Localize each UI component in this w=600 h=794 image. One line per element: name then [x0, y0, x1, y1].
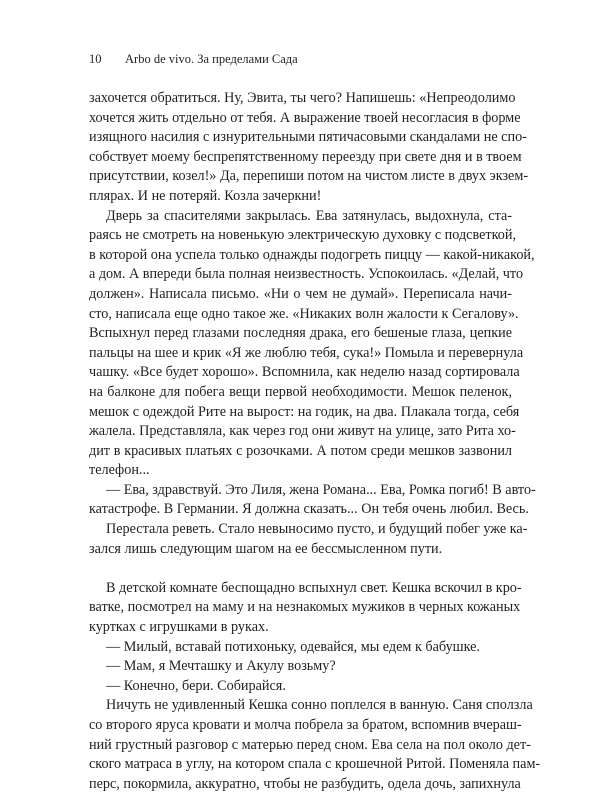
text-line: жалела. Представляла, как через год они живут на улице, зато Рита хо-: [89, 423, 516, 440]
text-line: — Мам, я Мечташку и Акулу возьму?: [106, 658, 336, 675]
running-title: Arbo de vivo. За пределами Сада: [125, 52, 298, 66]
text-line: захочется обратиться. Ну, Эвита, ты чего? Напишешь: «Непреодолимо: [89, 90, 516, 106]
text-line: хочется жить отдельно от тебя. А выражение твоей несогласия в форме: [89, 109, 521, 126]
text-line: — Милый, вставай потихоньку, одевайся, мы едем к бабушке.: [106, 638, 480, 655]
text-line: куртках с игрушками в руках.: [89, 619, 269, 636]
text-line: собствует моему беспрепятственному переезду при свете дня и в твоем: [89, 148, 522, 165]
text-line: В детской комнате беспощадно вспыхнул свет. Кешка вскочил в кро-: [106, 579, 522, 596]
text-line: раясь не смотреть на новенькую электрическую духовку с подсветкой,: [89, 227, 516, 244]
section-break: [89, 559, 512, 579]
text-line: перс, покормила, аккуратно, чтобы не разбудить, одела дочь, запихнула: [89, 775, 521, 792]
text-line: — Ева, здравствуй. Это Лиля, жена Романа... Ева, Ромка погиб! В авто-: [106, 481, 536, 498]
text-line: Дверь за спасителями закрылась. Ева затянулась, выдохнула, ста-: [106, 207, 512, 224]
text-line: в которой она успела только однажды подогреть пиццу — какой-никакой,: [89, 246, 535, 263]
text-line: катастрофе. В Германии. Я должна сказать... Он тебя очень любил. Весь.: [89, 501, 529, 518]
text-line: а дом. А впереди была полная неизвестность. Успокоилась. «Делай, что: [89, 266, 524, 283]
text-line: сто, написала еще одно такое же. «Никаких волн жалости к Сегалову».: [89, 305, 519, 322]
text-line: плярах. И не потеряй. Козла зачеркни!: [89, 187, 322, 204]
text-line: телефон...: [89, 462, 150, 479]
text-line: мешок с одеждой Рите на вырост: на годик, на два. Плакала тогда, себя: [89, 403, 520, 420]
running-header: [89, 51, 298, 67]
text-line: зался лишь следующим шагом на ее бессмысленном пути.: [89, 540, 443, 557]
text-line: изящного насилия с изнурительными пятичасовыми скандалами не спо-: [89, 129, 527, 146]
text-line: Ничуть не удивленный Кешка сонно поплелся в ванную. Саня сползла: [106, 697, 533, 714]
body-text: [89, 89, 541, 794]
text-line: ний грустный разговор с матерью перед сном. Ева села на пол около дет-: [89, 736, 531, 753]
text-line: — Конечно, бери. Собирайся.: [106, 677, 286, 694]
text-line: Вспыхнул перед глазами последняя драка, его бешеные глаза, цепкие: [89, 325, 512, 342]
text-line: должен». Написала письмо. «Ни о чем не думай». Переписала начи-: [89, 285, 512, 302]
text-line: ского матраса в углу, на котором спала с крошечной Ритой. Поменяла пам-: [89, 756, 541, 773]
text-line: Перестала реветь. Стало невыносимо пусто, и будущий побег уже ка-: [106, 521, 528, 538]
text-line: со второго яруса кровати и молча побрела за братом, вспомнив вчераш-: [89, 717, 522, 733]
text-section-2: [89, 579, 541, 794]
text-line: дит в красивых платьях с розочками. А потом среди мешков зазвонил: [89, 442, 512, 459]
page-number: 10: [89, 52, 102, 66]
text-line: ватке, посмотрел на маму и на незнакомых мужиков в черных кожаных: [89, 599, 521, 616]
text-line: чашку. «Все будет хорошо». Вспомнила, как неделю назад сортировала: [89, 364, 520, 381]
text-line: пальцы на шее и крик «Я же люблю тебя, сука!» Помыла и перевернула: [89, 344, 524, 361]
text-section-1: [89, 89, 536, 559]
text-line: на балконе для побега вещи первой необходимости. Мешок пеленок,: [89, 383, 512, 400]
text-line: присутствии, козел!» Да, перепиши потом на чистом листе в двух экзем-: [89, 168, 529, 185]
